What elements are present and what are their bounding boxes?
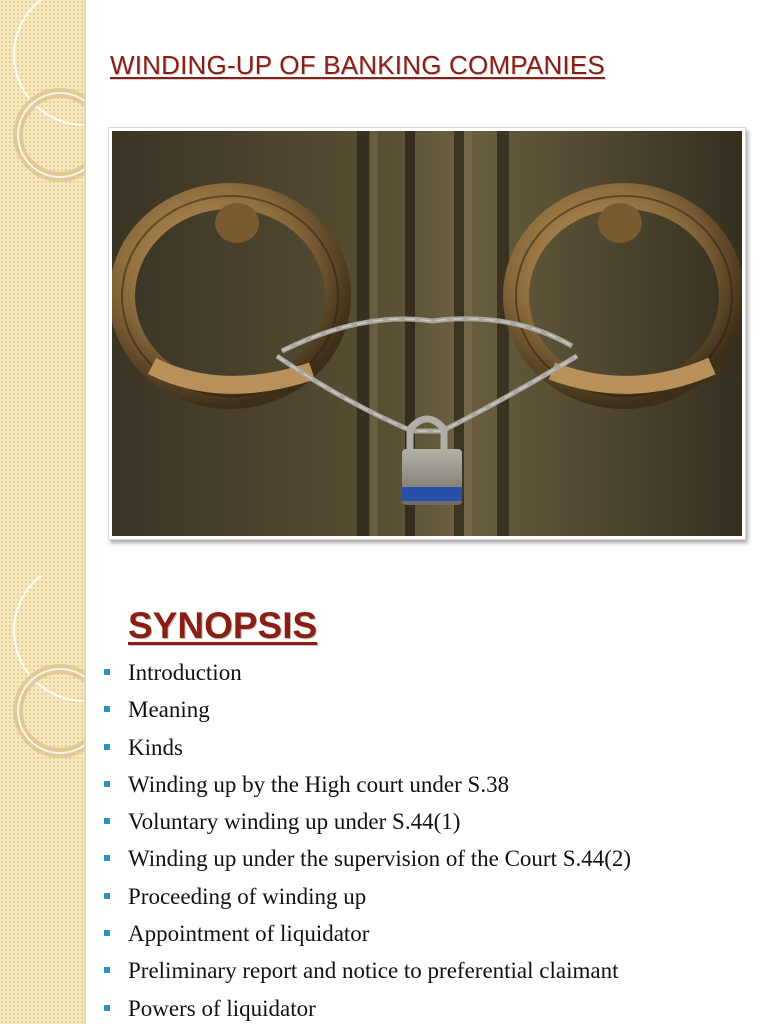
list-item — [104, 915, 631, 952]
bullet-square-icon — [104, 1005, 110, 1011]
bullet-square-icon — [104, 893, 110, 899]
bullet-square-icon — [104, 930, 110, 936]
list-item-label: Preliminary report and notice to preferential claimant — [128, 958, 619, 984]
decorative-circles-icon — [0, 0, 84, 576]
padlock-chain-icon — [112, 131, 742, 536]
list-item — [104, 766, 631, 803]
list-item — [104, 990, 631, 1024]
bullet-square-icon — [104, 706, 110, 712]
list-item — [104, 691, 631, 728]
list-item — [104, 654, 631, 691]
list-item-label: Winding up by the High court under S.38 — [128, 771, 510, 797]
decorative-side-strip — [0, 576, 86, 1024]
bullet-square-icon — [104, 818, 110, 824]
bullet-square-icon — [104, 744, 110, 750]
list-item-label: Winding up under the supervision of the Court S.44(2) — [128, 846, 632, 872]
bullet-square-icon — [104, 967, 110, 973]
synopsis-heading: SYNOPSIS — [128, 605, 318, 646]
decorative-circles-icon — [0, 576, 84, 1024]
decorative-side-strip — [0, 0, 86, 576]
list-item-label: Kinds — [128, 734, 183, 760]
list-item — [104, 803, 631, 840]
list-item-label: Introduction — [128, 660, 242, 685]
bullet-square-icon — [104, 781, 110, 787]
list-item-label: Voluntary winding up under S.44(1) — [128, 809, 461, 835]
list-item — [104, 952, 631, 989]
list-item — [104, 840, 631, 877]
synopsis-list — [104, 654, 631, 1024]
slide-title-text: WINDING-UP OF BANKING COMPANIES — [110, 50, 605, 80]
bullet-square-icon — [104, 669, 110, 675]
list-item-label: Meaning — [128, 697, 210, 723]
list-item — [104, 729, 631, 766]
list-item-label: Appointment of liquidator — [128, 921, 370, 947]
list-item-label: Powers of liquidator — [128, 995, 316, 1021]
list-item-label: Proceeding of winding up — [128, 883, 367, 909]
padlocked-door-photo — [108, 127, 746, 540]
list-item — [104, 878, 631, 915]
bullet-square-icon — [104, 855, 110, 861]
